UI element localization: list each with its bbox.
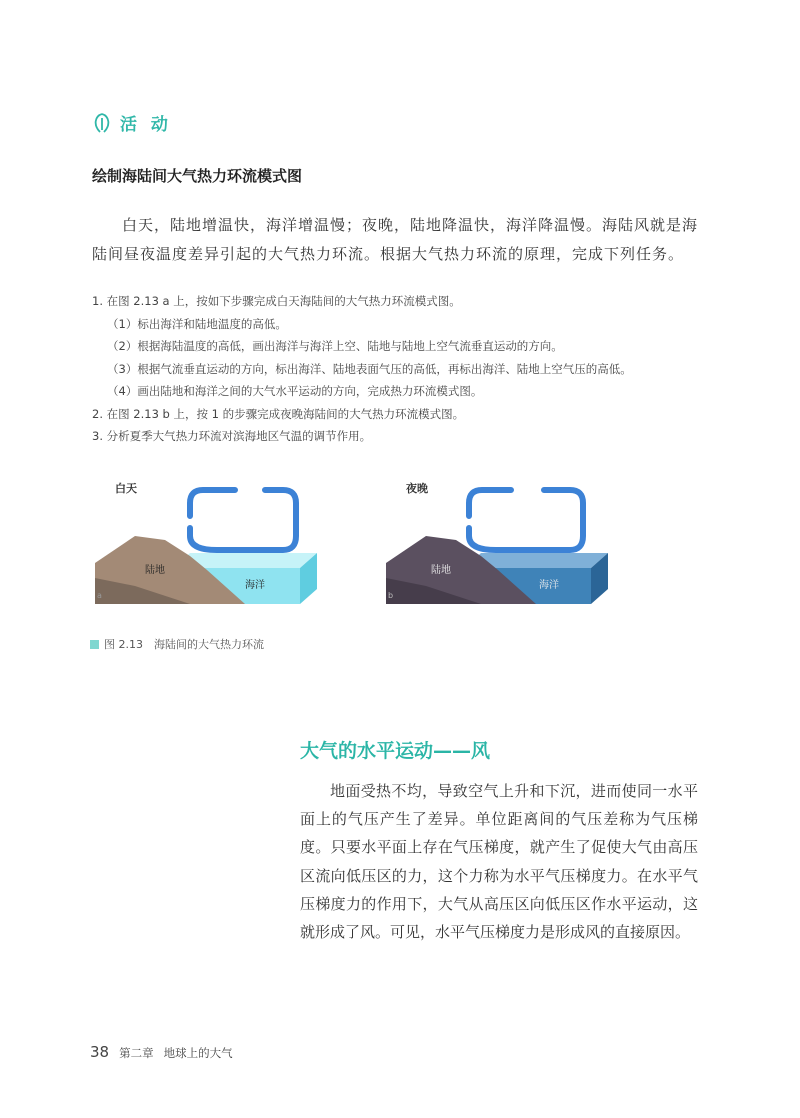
night-diagram <box>386 478 626 608</box>
intro-text: 白天，陆地增温快，海洋增温慢；夜晚，陆地降温快，海洋降温慢。海陆风就是海陆间昼夜温度差异引起的大气热力环流。根据大气热力环流的原理，完成下列任务。 <box>92 216 699 263</box>
task-item: 2. 在图 2.13 b 上，按 1 的步骤完成夜晚海陆间的大气热力环流模式图。 <box>92 406 465 421</box>
figure-night-title: 夜晚 <box>406 482 428 495</box>
night-land-label: 陆地 <box>431 565 451 576</box>
night-tag-label: b <box>388 591 394 600</box>
chapter-number: 第二章 <box>119 1046 154 1060</box>
day-land-label: 陆地 <box>145 565 165 576</box>
activity-icon <box>90 111 114 135</box>
section-title: 绘制海陆间大气热力环流模式图 <box>92 167 303 185</box>
day-sea-label: 海洋 <box>245 580 265 591</box>
task-item: （2）根据海陆温度的高低，画出海洋与海洋上空、陆地与陆地上空气流垂直运动的方向。 <box>107 339 563 353</box>
caption-marker <box>90 640 99 649</box>
activity-header <box>90 110 172 135</box>
chapter-title: 地球上的大气 <box>163 1046 233 1060</box>
day-tag-label: a <box>97 591 102 600</box>
night-circulation-outline <box>469 490 583 550</box>
activity-label: 活 动 <box>120 115 172 135</box>
task-item: （3）根据气流垂直运动的方向，标出海洋、陆地表面气压的高低，再标出海洋、陆地上空气压的高低。 <box>107 361 632 376</box>
figure-caption <box>90 636 264 652</box>
figure-night <box>386 478 626 608</box>
task-list <box>92 290 732 448</box>
day-circulation-outline <box>190 490 296 550</box>
page-number: 38 <box>90 1043 110 1061</box>
intro-paragraph <box>92 211 704 269</box>
caption-text: 图 2.13 海陆间的大气热力环流 <box>104 638 264 651</box>
wind-paragraph <box>300 777 698 946</box>
task-item: 3. 分析夏季大气热力环流对滨海地区气温的调节作用。 <box>92 429 372 443</box>
figure-day-title: 白天 <box>115 482 137 495</box>
page-footer <box>90 1043 233 1061</box>
figure-day <box>95 478 335 608</box>
task-item: 1. 在图 2.13 a 上，按如下步骤完成白天海陆间的大气热力环流模式图。 <box>92 294 461 308</box>
task-item: （4）画出陆地和海洋之间的大气水平运动的方向，完成热力环流模式图。 <box>107 384 483 398</box>
wind-section-title: 大气的水平运动——风 <box>300 740 491 762</box>
night-sea-label: 海洋 <box>539 580 559 591</box>
wind-text: 地面受热不均，导致空气上升和下沉，进而使同一水平面上的气压产生了差异。单位距离间的气压差称为气压梯度。只要水平面上存在气压梯度，就产生了促使大气由高压区流向低压区的力，这个力称为水平气压梯度力。在水平气压梯度力的作用下，大气从高压区向低压区作水平运动，这就形成了风。可见，水平气压梯度力是形成风的直接原因。 <box>300 782 698 942</box>
task-item: （1）标出海洋和陆地温度的高低。 <box>107 316 287 331</box>
day-diagram <box>95 478 335 608</box>
